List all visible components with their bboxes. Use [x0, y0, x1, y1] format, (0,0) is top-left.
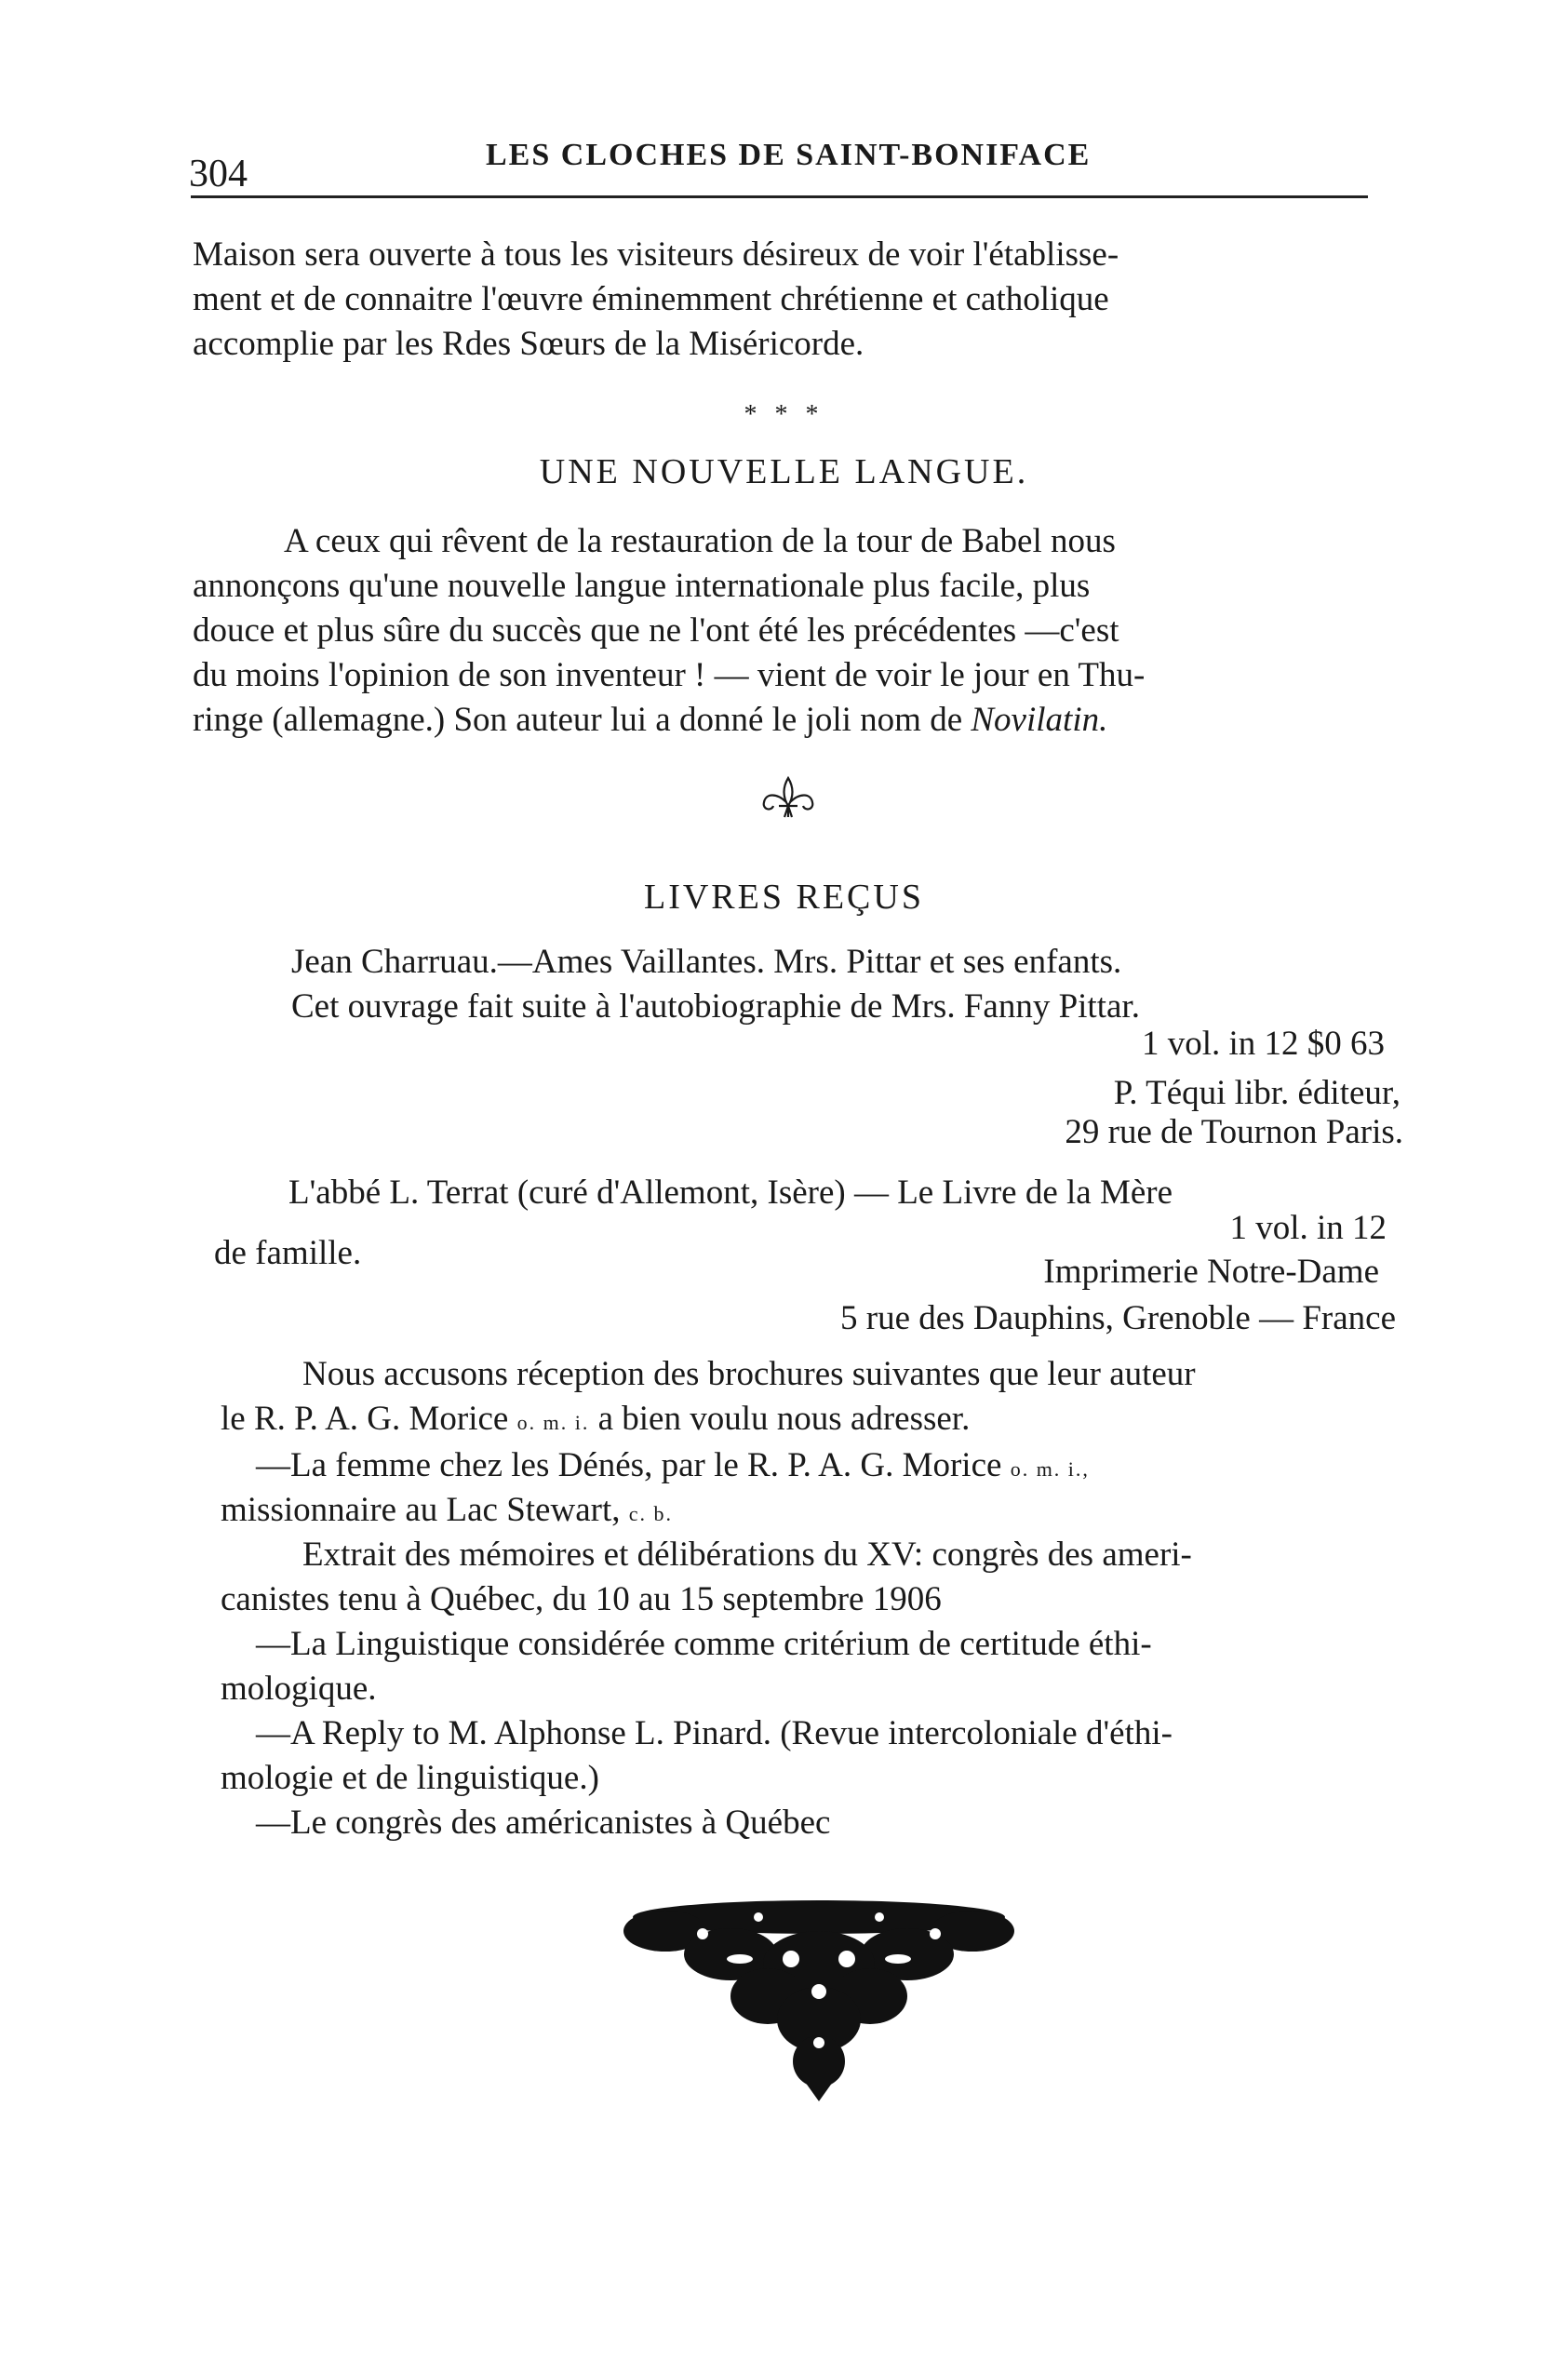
- section1-line-5-text: ringe (allemagne.) Son auteur lui a donné le joli nom de: [193, 701, 972, 739]
- book1-line-1: Jean Charruau.—Ames Vaillantes. Mrs. Pittar et ses enfants.: [291, 943, 1122, 981]
- book2-publisher-2: 5 rue des Dauphins, Grenoble — France: [840, 1299, 1396, 1337]
- intro-line-1: Maison sera ouverte à tous les visiteurs désireux de voir l'établisse-: [193, 235, 1119, 274]
- item1-location-abbrev: c. b.: [628, 1502, 673, 1525]
- book1-line-2: Cet ouvrage fait suite à l'autobiographie de Mrs. Fanny Pittar.: [291, 987, 1140, 1026]
- book2-volume: 1 vol. in 12: [1229, 1209, 1387, 1247]
- header-rule: [191, 195, 1368, 198]
- page-number: 304: [189, 153, 248, 195]
- intro-line-3: accomplie par les Rdes Sœurs de la Miséricorde.: [193, 325, 864, 363]
- fleur-de-lis-ornament-icon: [758, 774, 819, 821]
- separator-stars: * * *: [744, 400, 824, 429]
- ack-order-abbrev: o. m. i.: [516, 1411, 590, 1434]
- acknowledgement-line-1: Nous accusons réception des brochures suivantes que leur auteur: [302, 1355, 1196, 1393]
- book2-line-2: de famille.: [214, 1234, 362, 1272]
- item1-title: —La femme chez les Dénés, par le R. P. A. G. Morice: [256, 1446, 1011, 1484]
- section-title-livres-recus: LIVRES REÇUS: [644, 878, 924, 917]
- item1-line-3: Extrait des mémoires et délibérations du XV: congrès des ameri-: [302, 1536, 1192, 1574]
- book1-volume: 1 vol. in 12 $0 63: [1141, 1025, 1385, 1063]
- section1-line-2: annonçons qu'une nouvelle langue internationale plus facile, plus: [193, 567, 1091, 605]
- book1-publisher-1: P. Téqui libr. éditeur,: [1113, 1074, 1400, 1112]
- book1-publisher-2: 29 rue de Tournon Paris.: [1065, 1113, 1403, 1151]
- item1-order-abbrev: o. m. i.,: [1010, 1457, 1090, 1481]
- item1-line-4: canistes tenu à Québec, du 10 au 15 septembre 1906: [221, 1580, 942, 1618]
- section-title-nouvelle-langue: UNE NOUVELLE LANGUE.: [539, 452, 1029, 491]
- item4-line-1: —Le congrès des américanistes à Québec: [256, 1804, 831, 1842]
- intro-line-2: ment et de connaitre l'œuvre éminemment chrétienne et catholique: [193, 280, 1109, 318]
- item1-line-1: [256, 1445, 1090, 1490]
- section1-line-5: [193, 700, 1107, 741]
- section1-line-4: du moins l'opinion de son inventeur ! — vient de voir le jour en Thu-: [193, 656, 1146, 694]
- item3-line-2: mologie et de linguistique.): [221, 1759, 599, 1797]
- book2-line-1: L'abbé L. Terrat (curé d'Allemont, Isère) — Le Livre de la Mère: [288, 1174, 1173, 1212]
- item2-line-1: —La Linguistique considérée comme critérium de certitude éthi-: [256, 1625, 1152, 1663]
- item3-line-1: —A Reply to M. Alphonse L. Pinard. (Revue intercoloniale d'éthi-: [256, 1714, 1173, 1752]
- oak-leaf-tailpiece-ornament-icon: [610, 1889, 1028, 2103]
- ack-rest: a bien voulu nous adresser.: [589, 1400, 971, 1438]
- item1-line-2: [221, 1490, 673, 1535]
- section1-line-3: douce et plus sûre du succès que ne l'ont été les précédentes —c'est: [193, 611, 1119, 650]
- novilatin-term: Novilatin.: [971, 701, 1108, 739]
- acknowledgement-line-2: [221, 1399, 970, 1443]
- book2-publisher-1: Imprimerie Notre-Dame: [1043, 1253, 1379, 1291]
- item2-line-2: mologique.: [221, 1670, 377, 1708]
- section1-line-1: A ceux qui rêvent de la restauration de la tour de Babel nous: [284, 522, 1116, 560]
- item1-location: missionnaire au Lac Stewart,: [221, 1491, 629, 1529]
- running-title: LES CLOCHES DE SAINT-BONIFACE: [486, 138, 1092, 172]
- ack-author: le R. P. A. G. Morice: [221, 1400, 517, 1438]
